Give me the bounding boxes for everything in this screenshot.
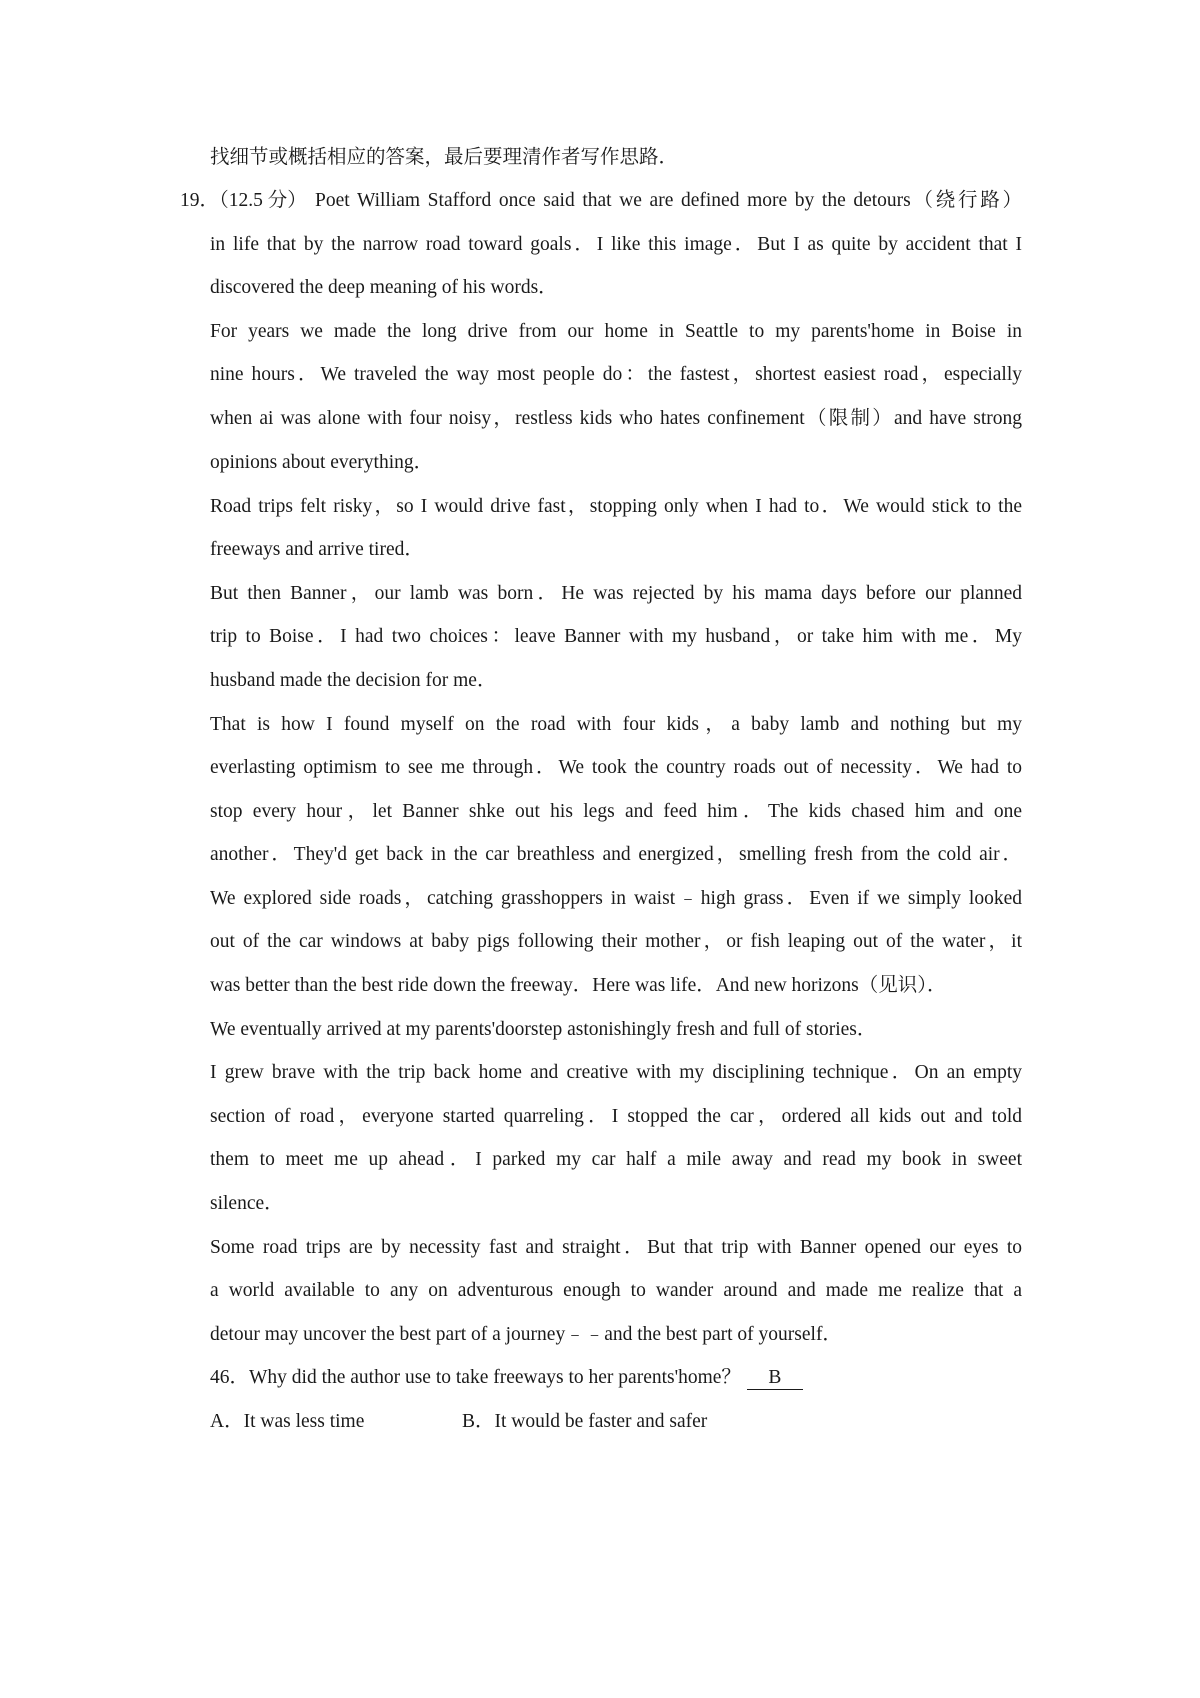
passage-line-1: Poet William Stafford once said that we are defined more by the detours（绕行路） (315, 190, 1022, 211)
passage-line-11: trip to Boise．I had two choices：leave Banner with my husband，or take him with me．My (210, 626, 1022, 647)
question-number (180, 188, 307, 214)
passage-line-21: I grew brave with the trip back home and creative with my disciplining technique．On an empty (210, 1062, 1022, 1083)
question-number-label: 19． (180, 190, 220, 211)
passage-line-23: them to meet me up ahead．I parked my car half a mile away and read my book in sweet (210, 1149, 1022, 1170)
passage-line-7: opinions about everything． (210, 452, 434, 473)
answer-blank: B (747, 1367, 803, 1390)
question-score: （12.5 分） (219, 190, 307, 211)
passage-line-10: But then Banner，our lamb was born．He was rejected by his mama days before our planned (210, 583, 1022, 604)
passage-line-5: nine hours．We traveled the way most people do：the fastest，shortest easiest road，especially (210, 364, 1022, 385)
passage-line-19: was better than the best ride down the freeway．Here was life．And new horizons（见识）． (210, 975, 947, 996)
passage-line-25: Some road trips are by necessity fast and straight．But that trip with Banner opened our eyes to (210, 1237, 1022, 1258)
passage-line-6: when ai was alone with four noisy，restless kids who hates confinement（限制）and have strong (210, 408, 1022, 429)
passage-line-16: another．They'd get back in the car breathless and energized，smelling fresh from the cold air． (210, 844, 1022, 865)
passage-line-3: discovered the deep meaning of his words． (210, 277, 558, 298)
passage-line-13: That is how I found myself on the road with four kids，a baby lamb and nothing but my (210, 714, 1022, 735)
passage-line-24: silence． (210, 1193, 284, 1214)
passage-line-8: Road trips felt risky，so I would drive fast，stopping only when I had to．We would stick to the (210, 496, 1022, 517)
passage-line-20: We eventually arrived at my parents'doorstep astonishingly fresh and full of stories． (210, 1019, 877, 1040)
analysis-tail-text: 找细节或概括相应的答案，最后要理清作者写作思路． (210, 147, 679, 168)
passage-line-9: freeways and arrive tired． (210, 539, 424, 560)
option-b: B．It would be faster and safer (462, 1411, 708, 1432)
sub-question-text: 46．Why did the author use to take freeways to her parents'home？ (210, 1367, 741, 1388)
passage-line-14: everlasting optimism to see me through．We took the country roads out of necessity．We had to (210, 757, 1022, 778)
passage-line-4: For years we made the long drive from our home in Seattle to my parents'home in Boise in (210, 321, 1022, 342)
passage-line-18: out of the car windows at baby pigs following their mother，or fish leaping out of the water，it (210, 931, 1022, 952)
passage-line-26: a world available to any on adventurous enough to wander around and made me realize that a (210, 1280, 1022, 1301)
passage-line-12: husband made the decision for me． (210, 670, 497, 691)
sub-question-46 (210, 1365, 803, 1391)
passage-line-15: stop every hour，let Banner shke out his legs and feed him．The kids chased him and one (210, 801, 1022, 822)
passage-line-17: We explored side roads，catching grasshoppers in waist﹣high grass．Even if we simply looked (210, 888, 1022, 909)
passage-line-22: section of road，everyone started quarreling．I stopped the car，ordered all kids out and told (210, 1106, 1022, 1127)
passage-line-27: detour may uncover the best part of a journey﹣﹣and the best part of yourself． (210, 1324, 842, 1345)
option-a: A．It was less time (210, 1411, 365, 1432)
passage-line-2: in life that by the narrow road toward goals．I like this image．But I as quite by accident that I (210, 234, 1022, 255)
